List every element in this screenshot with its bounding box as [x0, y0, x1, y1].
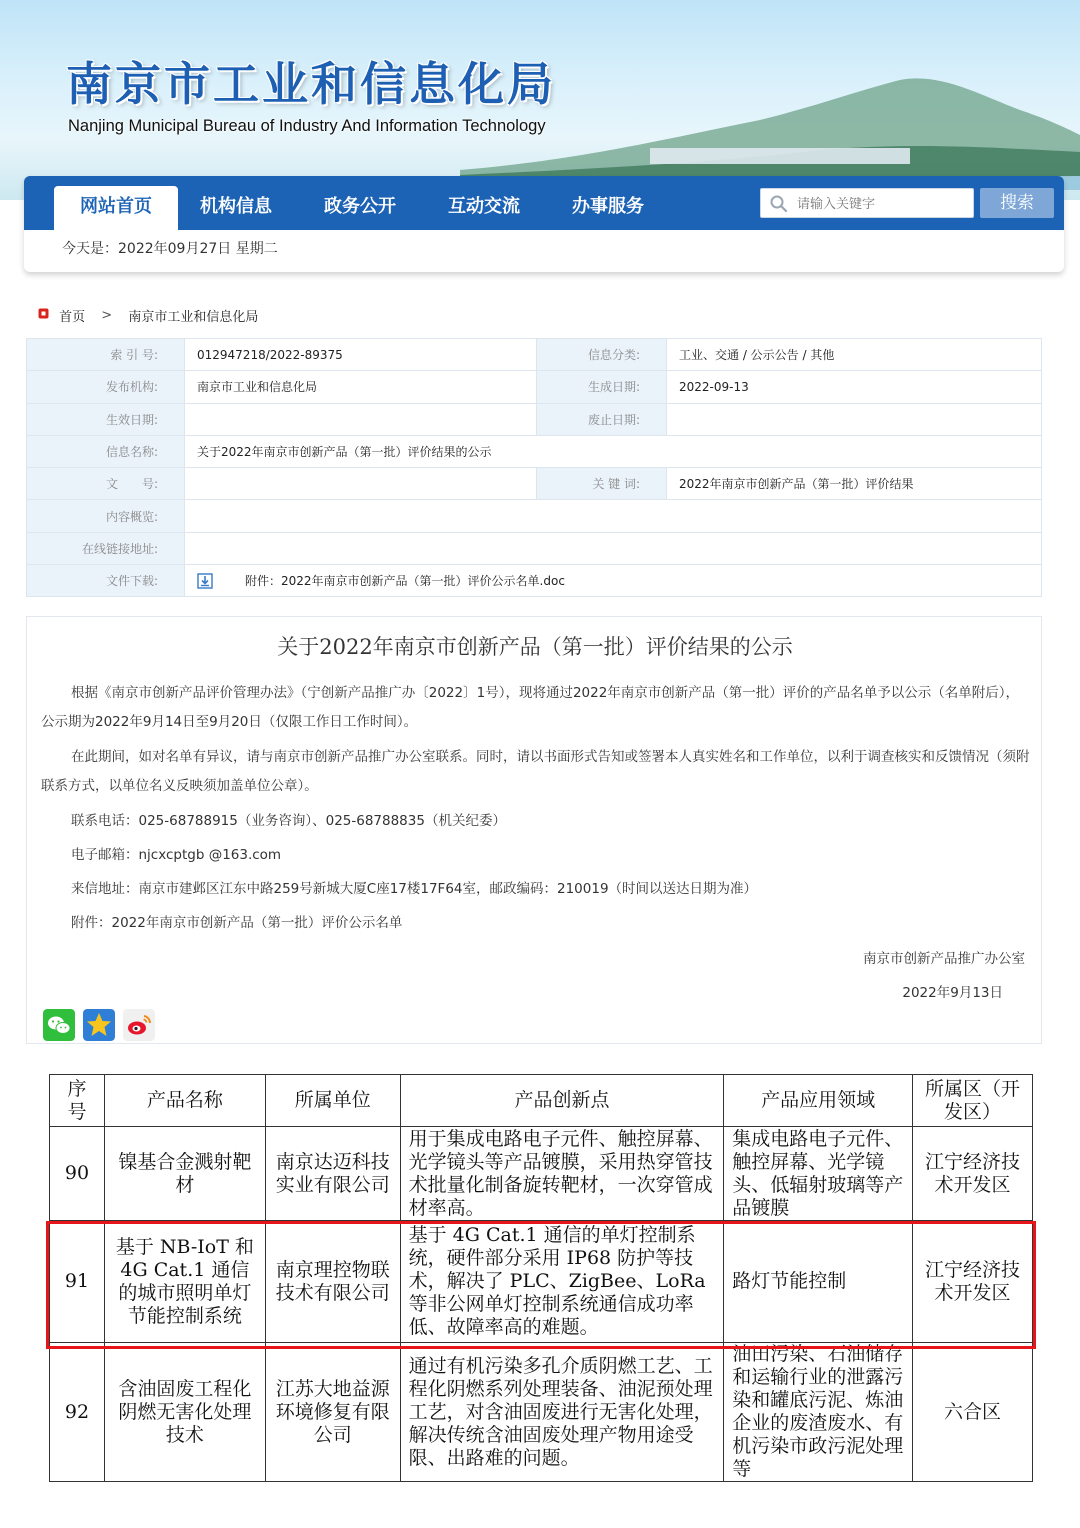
- download-label: 文件下载:: [27, 565, 185, 597]
- row-innovation: 基于 4G Cat.1 通信的单灯控制系统，硬件部分采用 IP68 防护等技术，解决了 PLC、ZigBee、LoRa 等非公网单灯控制系统通信成功率低、故障率高的难题。: [400, 1221, 724, 1343]
- keywords-label: 关 键 词:: [537, 468, 667, 500]
- row-product-name: 镍基合金溅射靶材: [104, 1127, 265, 1221]
- row-company: 南京理控物联技术有限公司: [265, 1221, 400, 1343]
- table-row: [27, 339, 1042, 371]
- nav-item-home[interactable]: 网站首页: [54, 186, 178, 230]
- link-label: 在线链接地址:: [27, 532, 185, 564]
- site-title: 南京市工业和信息化局: [66, 57, 556, 111]
- row-district: 江宁经济技术开发区: [913, 1221, 1033, 1343]
- created-value: 2022-09-13: [667, 371, 1042, 403]
- contact-address: 来信地址：南京市建邺区江东中路259号新城大厦C座17楼17F64室，邮政编码：210019（时间以送达日期为准）: [71, 881, 758, 897]
- contact-email: 电子邮箱：njcxcptgb @163.com: [71, 847, 282, 863]
- article-paragraph-2: 在此期间，如对名单有异议，请与南京市创新产品推广办公室联系。同时，请以书面形式告知或签署本人真实姓名和工作单位，以利于调查核实和反馈情况（须附联系方式，以单位名义反映须加盖单位公章）。: [41, 749, 1030, 794]
- nav-item-interaction[interactable]: 互动交流: [448, 196, 520, 217]
- breadcrumb-home[interactable]: 首页: [59, 310, 86, 325]
- main-navigation: [24, 176, 1064, 272]
- article-paragraph-1: 根据《南京市创新产品评价管理办法》（宁创新产品推广办〔2022〕1号），现将通过2022年南京市创新产品（第一批）评价的产品名单予以公示（名单附后），公示期为2022年9月14日至9月20日（仅限工作日工作时间）。: [41, 685, 1020, 730]
- table-row: [27, 371, 1042, 403]
- created-label: 生成日期:: [537, 371, 667, 403]
- overview-value: [185, 500, 1042, 532]
- table-row: [27, 565, 1042, 597]
- breadcrumb: [38, 306, 258, 324]
- article-signer: 南京市创新产品推广办公室: [863, 951, 1025, 967]
- search-icon: [769, 194, 789, 214]
- row-no: 91: [50, 1221, 105, 1343]
- row-innovation: 通过有机污染多孔介质阴燃工艺、工程化阴燃系列处理装备、油泥预处理工艺，对含油固废进行无害化处理，解决传统含油固废处理产物用途受限、出路难的问题。: [400, 1343, 724, 1482]
- download-cell: [185, 565, 1042, 597]
- row-district: 江宁经济技术开发区: [913, 1127, 1033, 1221]
- search-button[interactable]: 搜索: [980, 188, 1054, 218]
- index-label: 索 引 号:: [27, 339, 185, 371]
- contact-phone: 联系电话：025-68788915（业务咨询）、025-68788835（机关纪委）: [71, 813, 506, 829]
- table-row: [50, 1221, 1033, 1343]
- site-banner: [0, 0, 1080, 200]
- nav-item-services[interactable]: 办事服务: [572, 196, 644, 217]
- category-value: 工业、交通 / 公示公告 / 其他: [667, 339, 1042, 371]
- category-label: 信息分类:: [537, 339, 667, 371]
- expire-value: [667, 403, 1042, 435]
- product-list-table: [49, 1074, 1033, 1482]
- document-info-table: [26, 338, 1042, 597]
- col-header-innovation: 产品创新点: [400, 1075, 724, 1127]
- table-row: [27, 403, 1042, 435]
- qzone-share-icon[interactable]: [83, 1009, 115, 1041]
- nav-item-organization[interactable]: 机构信息: [200, 196, 272, 217]
- table-row: [27, 468, 1042, 500]
- site-subtitle: Nanjing Municipal Bureau of Industry And Information Technology: [68, 117, 546, 135]
- chevron-right-icon: >: [101, 308, 113, 323]
- table-header-row: [50, 1075, 1033, 1127]
- wechat-share-icon[interactable]: [43, 1009, 75, 1041]
- table-row: [50, 1127, 1033, 1221]
- search-box: [760, 188, 974, 218]
- index-value: 012947218/2022-89375: [185, 339, 537, 371]
- expire-label: 废止日期:: [537, 403, 667, 435]
- search-input[interactable]: [797, 193, 967, 215]
- row-product-name: 基于 NB-IoT 和 4G Cat.1 通信的城市照明单灯节能控制系统: [104, 1221, 265, 1343]
- row-field: 油田污染、石油储存和运输行业的泄露污染和罐底污泥、炼油企业的废渣废水、有机污染市政污泥处理等: [724, 1343, 913, 1482]
- docno-value: [185, 468, 537, 500]
- row-company: 江苏大地益源环境修复有限公司: [265, 1343, 400, 1482]
- docno-label: 文 号:: [27, 468, 185, 500]
- publisher-value: 南京市工业和信息化局: [185, 371, 537, 403]
- col-header-district: 所属区（开发区）: [913, 1075, 1033, 1127]
- table-row: [50, 1343, 1033, 1482]
- article-attachment[interactable]: 附件：2022年南京市创新产品（第一批）评价公示名单: [71, 915, 403, 931]
- name-label: 信息名称:: [27, 435, 185, 467]
- weibo-share-icon[interactable]: [123, 1009, 155, 1041]
- col-header-no: 序号: [50, 1075, 105, 1127]
- publisher-label: 发布机构:: [27, 371, 185, 403]
- name-value: 关于2022年南京市创新产品（第一批）评价结果的公示: [185, 435, 1042, 467]
- nav-bar: [24, 176, 1064, 230]
- overview-label: 内容概览:: [27, 500, 185, 532]
- row-company: 南京达迈科技实业有限公司: [265, 1127, 400, 1221]
- article-title: 关于2022年南京市创新产品（第一批）评价结果的公示: [277, 635, 793, 659]
- row-field: 集成电路电子元件、触控屏幕、光学镜头、低辐射玻璃等产品镀膜: [724, 1127, 913, 1221]
- col-header-field: 产品应用领域: [724, 1075, 913, 1127]
- home-icon: [38, 308, 55, 323]
- row-no: 92: [50, 1343, 105, 1482]
- table-row: [27, 435, 1042, 467]
- article-date: 2022年9月13日: [902, 985, 1003, 1001]
- effective-label: 生效日期:: [27, 403, 185, 435]
- current-date: 今天是：2022年09月27日 星期二: [62, 241, 278, 257]
- download-link[interactable]: 附件：2022年南京市创新产品（第一批）评价公示名单.doc: [245, 573, 565, 588]
- nav-item-government-affairs[interactable]: 政务公开: [324, 196, 396, 217]
- effective-value: [185, 403, 537, 435]
- row-no: 90: [50, 1127, 105, 1221]
- row-innovation: 用于集成电路电子元件、触控屏幕、光学镜头等产品镀膜，采用热穿管技术批量化制备旋转靶材，一次穿管成材率高。: [400, 1127, 724, 1221]
- breadcrumb-current[interactable]: 南京市工业和信息化局: [128, 310, 259, 325]
- download-icon[interactable]: [197, 573, 213, 589]
- col-header-name: 产品名称: [104, 1075, 265, 1127]
- keywords-value: 2022年南京市创新产品（第一批）评价结果: [667, 468, 1042, 500]
- row-field: 路灯节能控制: [724, 1221, 913, 1343]
- col-header-company: 所属单位: [265, 1075, 400, 1127]
- row-product-name: 含油固废工程化阴燃无害化处理技术: [104, 1343, 265, 1482]
- row-district: 六合区: [913, 1343, 1033, 1482]
- table-row: [27, 532, 1042, 564]
- article-body: [26, 616, 1042, 1044]
- link-value[interactable]: [185, 532, 1042, 564]
- table-row: [27, 500, 1042, 532]
